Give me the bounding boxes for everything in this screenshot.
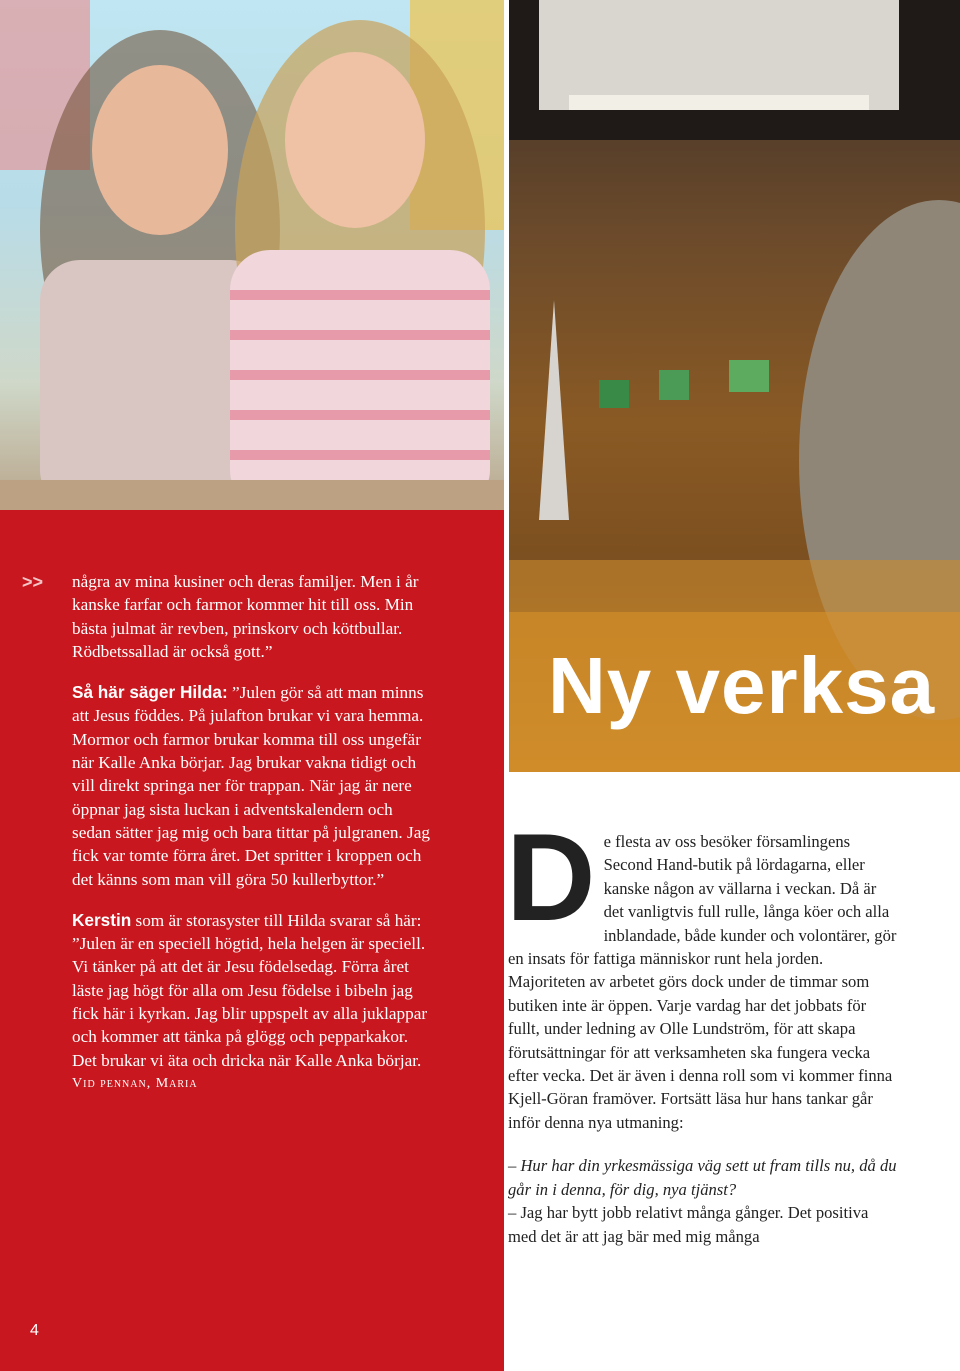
right-column — [506, 809, 900, 1248]
left-para-2 — [72, 681, 432, 891]
left-column — [72, 570, 432, 1095]
kerstin-lead: Kerstin — [72, 909, 132, 930]
kerstin-quote: som är storasyster till Hilda svarar så här: ”Julen är en speciell högtid, hela helgen är speciell. Vi tänker på att det är Jesu födelsedag. Förra året läste jag högt för alla om Jesu födelse i bibeln jag fick här i kyrkan. Jag blir uppspelt av alla juklappar och kommer att tänka på glögg och pepparkakor. Det brukar vi äta och dricka när Kalle Anka börjar. — [72, 910, 428, 1070]
interview-question: – Hur har din yrkesmässiga väg sett ut fram tills nu, då du går in i denna, för dig, nya tjänst? — [508, 1156, 897, 1199]
intro-text: e flesta av oss besöker församlingens Second Hand-butik på lördagarna, eller kanske någon av vällarna i veckan. Då är det vanligtvis full rulle, långa köer och alla inblandade, både kunder och volontärer, gör en insats för fattiga människor runt hela jorden. Majoriteten av arbetet görs dock under de timmar som butiken inte är öppen. Varje vardag har det jobbats för fullt, under ledning av Olle Lundström, för att skapa förutsättningar för att verksamheten ska fungera vecka efter vecka. Det är även i denna roll som vi kommer finna Kjell-Göran framöver. Fortsätt läsa hur hans tankar går inför denna nya utmaning: — [508, 832, 897, 1132]
photo-girls-illustration — [0, 0, 504, 510]
left-para-3 — [72, 909, 432, 1072]
continuation-marker: >> — [22, 572, 44, 592]
hilda-quote: ”Julen gör så att man minns att Jesus föddes. På julafton brukar vi vara hemma. Mormor och farmor brukar komma till oss ungefär när Kalle Anka börjar. Jag brukar vakna tidigt och vill direkt springa ner för trappan. När jag är nere öppnar jag sista luckan i adventskalendern och sedan sätter jag mig och bara tittar på julgranen. Jag fick var tomte förra året. Det spritter i kroppen och det känns som man vill göra 50 kullerbyttor.” — [72, 683, 430, 889]
intro-paragraph — [506, 809, 900, 1134]
interview-answer: – Jag har bytt jobb relativt många gånger. Det positiva med det är att jag bär med mig många — [508, 1203, 869, 1246]
left-para-1: några av mina kusiner och deras familjer. Men i år kanske farfar och farmor kommer hit till oss. Min bästa julmat är revben, prinskorv och köttbullar. Rödbetssallad är också gott.” — [72, 572, 419, 661]
drop-cap: D — [506, 809, 596, 947]
signature: Vid pennan, Maria — [72, 1075, 198, 1091]
article-headline: Ny verksa — [548, 641, 936, 730]
photo-girls — [0, 0, 504, 510]
hilda-lead: Så här säger Hilda: — [72, 682, 228, 703]
page-number: 4 — [30, 1322, 39, 1339]
